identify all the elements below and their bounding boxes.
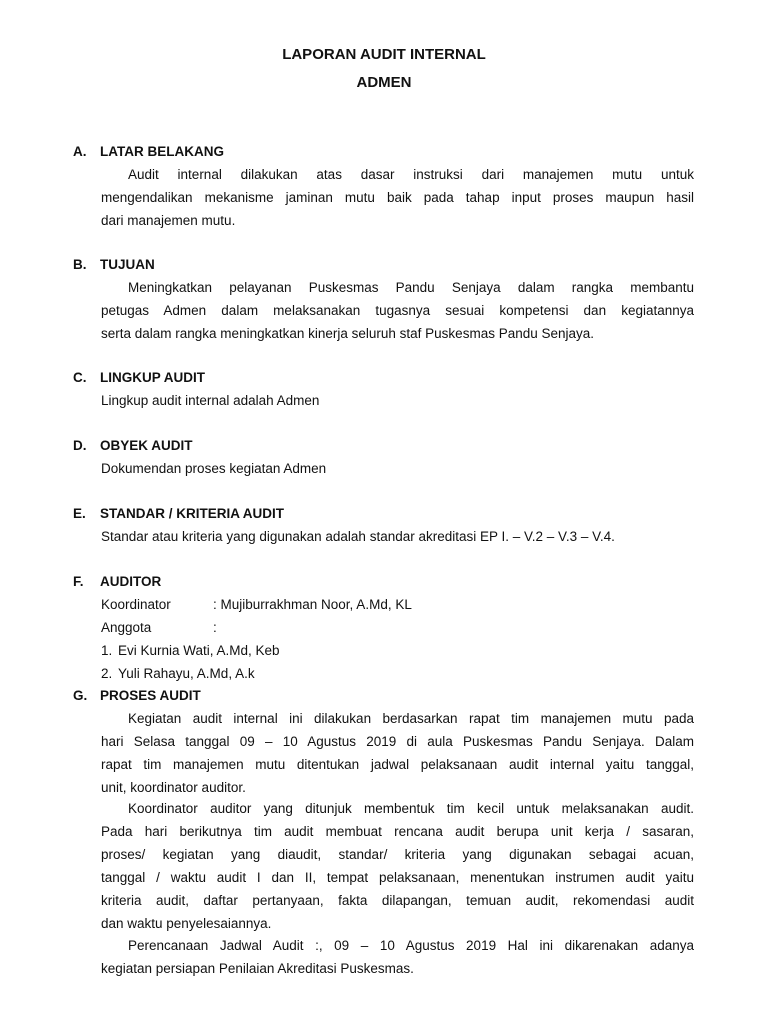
paragraph-line: Meningkatkan pelayanan Puskesmas Pandu Senjaya dalam rangka membantu — [128, 280, 694, 295]
section-title: LATAR BELAKANG — [100, 144, 224, 159]
paragraph-line: proses/ kegiatan yang diaudit, standar/ kriteria yang digunakan sebagai acuan, — [101, 847, 694, 862]
section-title: TUJUAN — [100, 257, 155, 272]
section-text: Standar atau kriteria yang digunakan adalah standar akreditasi EP I. – V.2 – V.3 – V.4. — [101, 529, 615, 544]
section-letter: A. — [73, 144, 87, 159]
member-name: Evi Kurnia Wati, A.Md, Keb — [118, 643, 280, 658]
member-name: Yuli Rahayu, A.Md, A.k — [118, 666, 255, 681]
paragraph-line: kriteria audit, daftar pertanyaan, fakta dilapangan, temuan audit, rekomendasi audit — [101, 893, 694, 908]
paragraph-line: Pada hari berikutnya tim audit membuat rencana audit berupa unit kerja / sasaran, — [101, 824, 694, 839]
koordinator-label: Koordinator — [101, 597, 171, 612]
section-title: LINGKUP AUDIT — [100, 370, 206, 385]
section-c-heading — [73, 370, 205, 385]
list-number: 1. — [101, 643, 113, 658]
paragraph-line: rapat tim manajemen mutu ditentukan jadwal pelaksanaan audit internal yaitu tanggal, — [101, 757, 694, 772]
section-g-heading — [73, 688, 201, 703]
koordinator-row — [101, 597, 412, 612]
list-item — [101, 643, 280, 658]
anggota-label: Anggota — [101, 620, 152, 635]
anggota-value: : — [213, 620, 217, 635]
paragraph-line: serta dalam rangka meningkatkan kinerja seluruh staf Puskesmas Pandu Senjaya. — [101, 326, 595, 341]
paragraph-line: kegiatan persiapan Penilaian Akreditasi Puskesmas. — [101, 961, 414, 976]
section-title: OBYEK AUDIT — [100, 438, 193, 453]
section-text: Lingkup audit internal adalah Admen — [101, 393, 320, 408]
section-d-heading — [73, 438, 193, 453]
paragraph-line: petugas Admen dalam melaksanakan tugasnya sesuai kompetensi dan kegiatannya — [101, 303, 694, 318]
document-title: LAPORAN AUDIT INTERNAL — [282, 46, 486, 63]
section-a-heading — [73, 144, 224, 159]
list-number: 2. — [101, 666, 113, 681]
paragraph-line: Kegiatan audit internal ini dilakukan berdasarkan rapat tim manajemen mutu pada — [128, 711, 694, 726]
section-letter: D. — [73, 438, 87, 453]
anggota-row — [101, 620, 217, 635]
paragraph-line: unit, koordinator auditor. — [101, 780, 246, 795]
paragraph-line: hari Selasa tanggal 09 – 10 Agustus 2019 di aula Puskesmas Pandu Senjaya. Dalam — [101, 734, 694, 749]
section-letter: B. — [73, 257, 87, 272]
section-text: Dokumendan proses kegiatan Admen — [101, 461, 327, 476]
section-e-heading — [73, 506, 284, 521]
paragraph-line: dari manajemen mutu. — [101, 213, 236, 228]
section-letter: C. — [73, 370, 87, 385]
paragraph-line: Koordinator auditor yang ditunjuk membentuk tim kecil untuk melaksanakan audit. — [128, 801, 694, 816]
paragraph-line: mengendalikan mekanisme jaminan mutu baik pada tahap input proses maupun hasil — [101, 190, 694, 205]
paragraph-line: Perencanaan Jadwal Audit :, 09 – 10 Agustus 2019 Hal ini dikarenakan adanya — [128, 938, 694, 953]
section-letter: F. — [73, 574, 84, 589]
section-title: AUDITOR — [100, 574, 162, 589]
section-letter: E. — [73, 506, 86, 521]
section-b-heading — [73, 257, 155, 272]
list-item — [101, 666, 255, 681]
paragraph-line: Audit internal dilakukan atas dasar instruksi dari manajemen mutu untuk — [128, 167, 694, 182]
koordinator-value: : Mujiburrakhman Noor, A.Md, KL — [213, 597, 412, 612]
section-title: PROSES AUDIT — [100, 688, 201, 703]
section-letter: G. — [73, 688, 88, 703]
section-f-heading — [73, 574, 161, 589]
paragraph-line: dan waktu penyelesaiannya. — [101, 916, 272, 931]
paragraph-line: tanggal / waktu audit I dan II, tempat pelaksanaan, menentukan instrumen audit yaitu — [101, 870, 694, 885]
document-subtitle: ADMEN — [356, 74, 412, 91]
section-title: STANDAR / KRITERIA AUDIT — [100, 506, 284, 521]
